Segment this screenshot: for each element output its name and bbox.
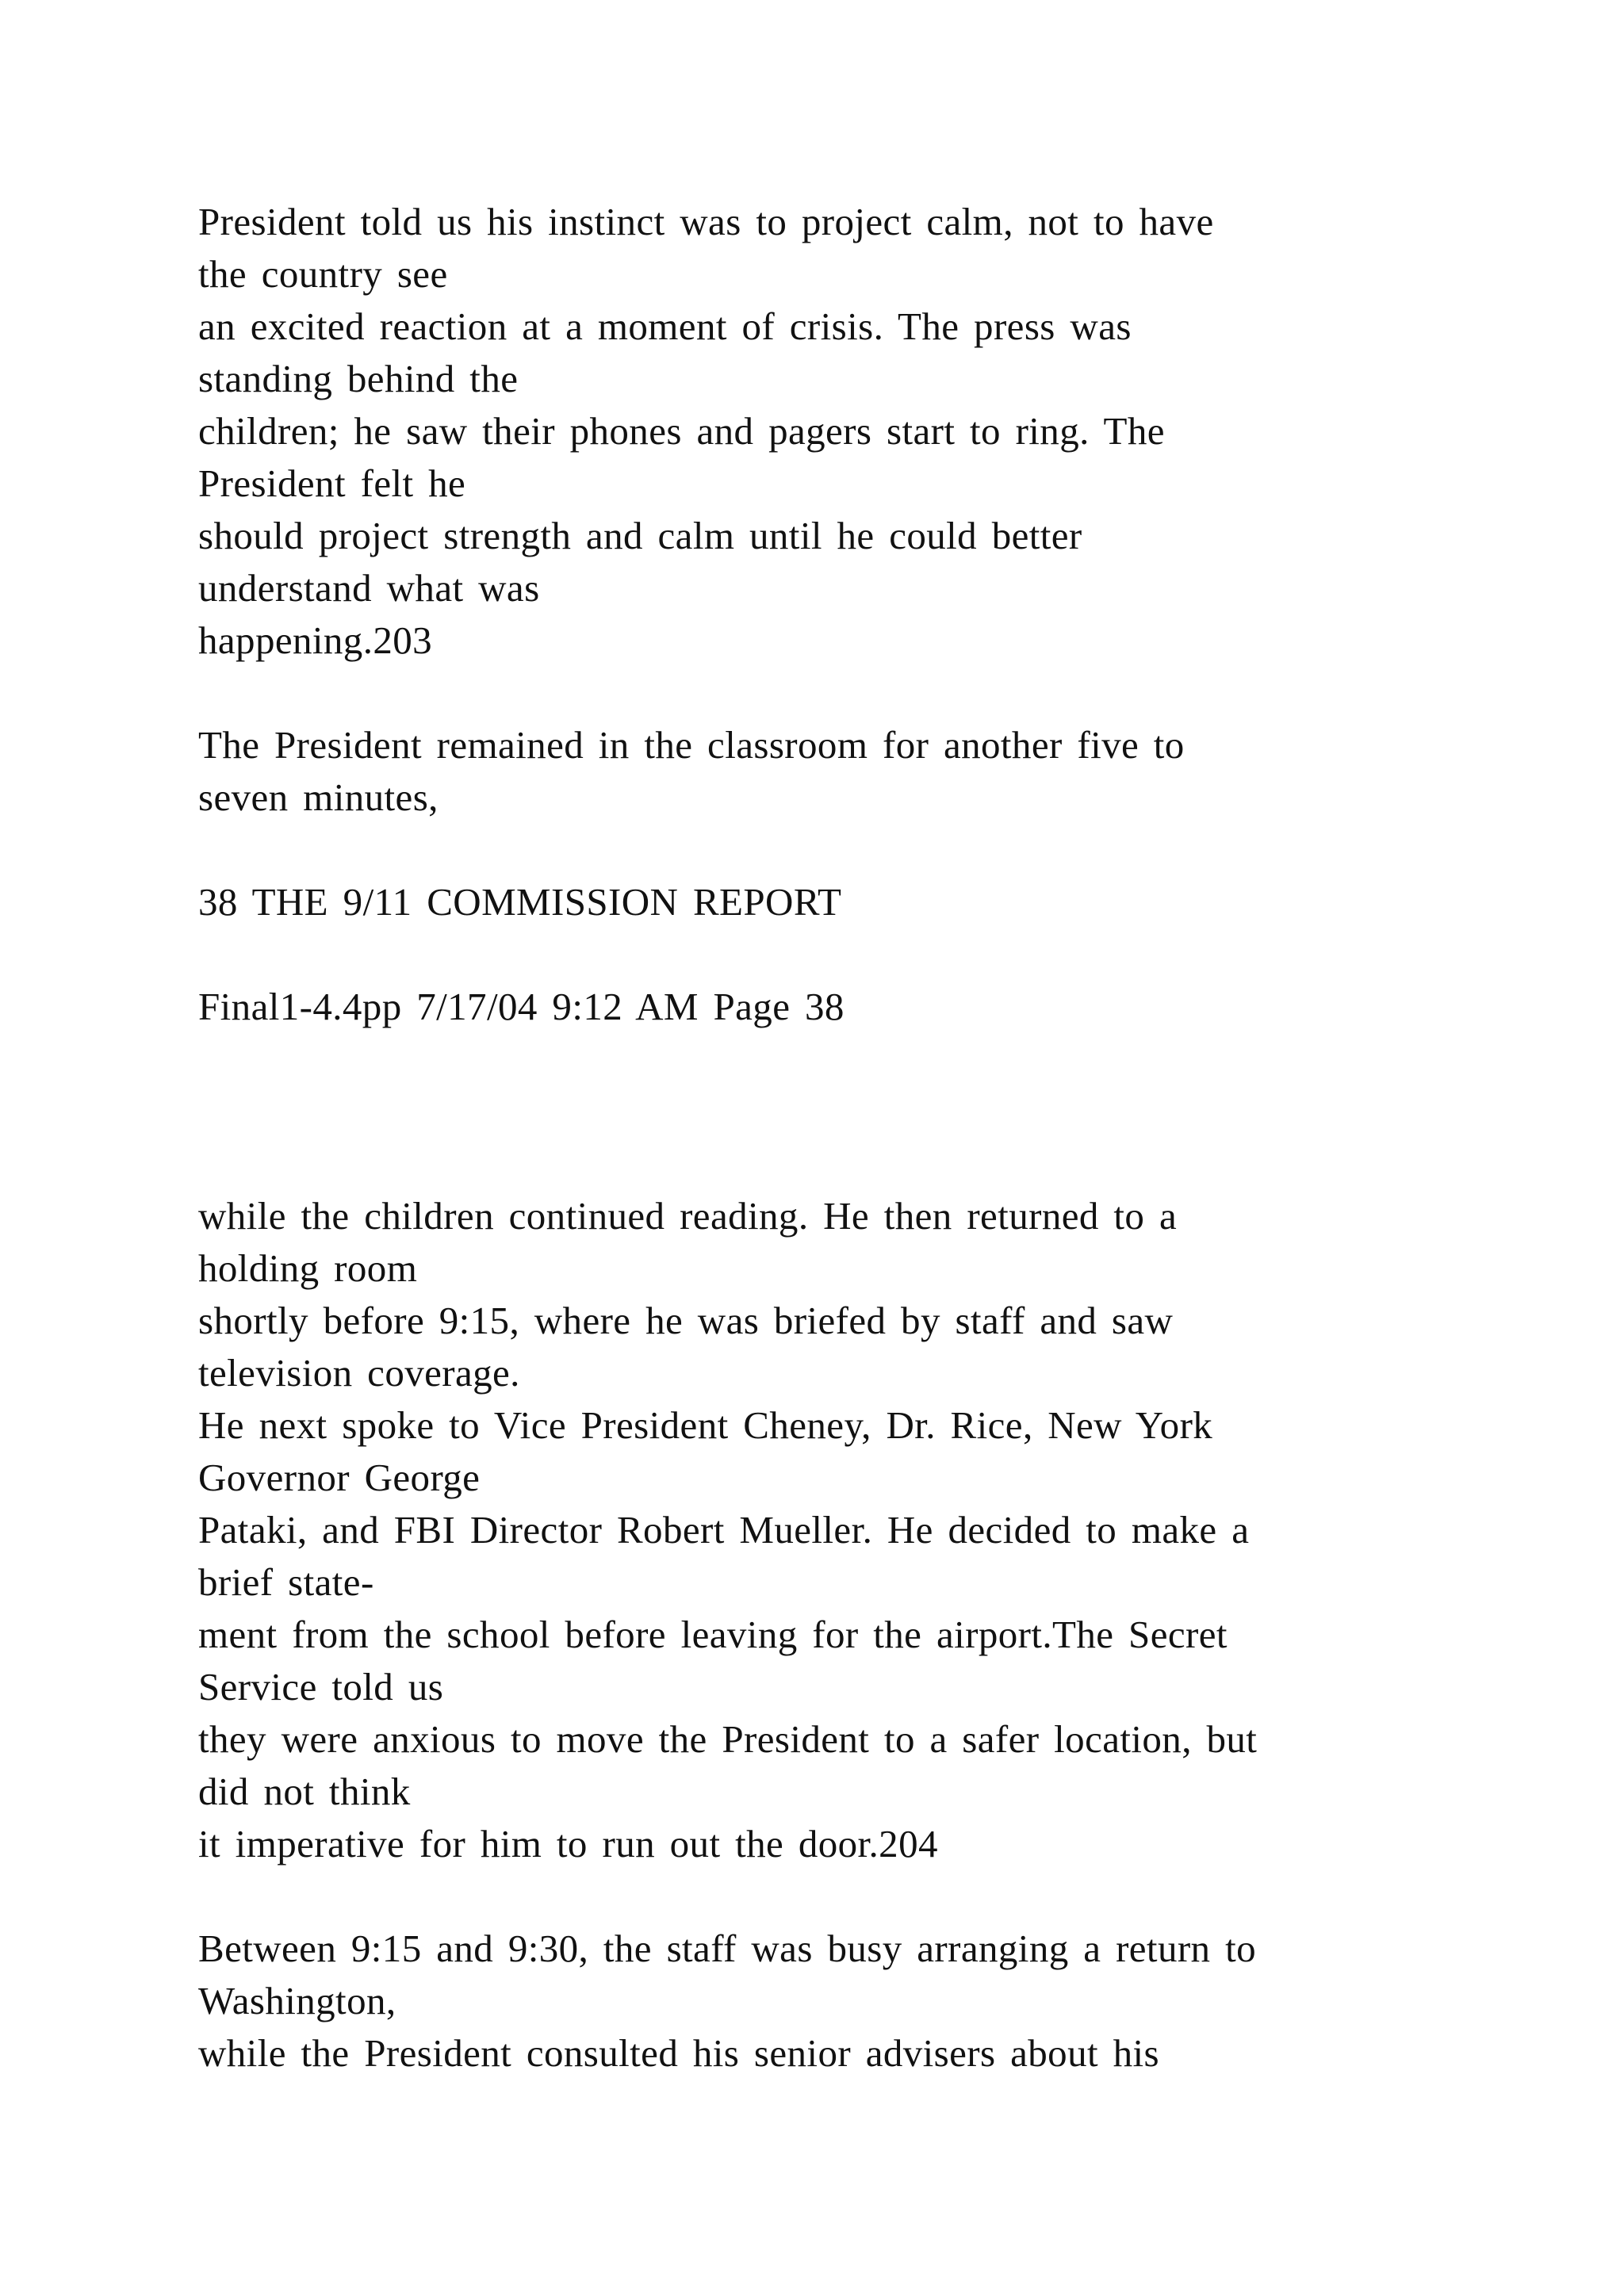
text-line: Service told us [198,1665,444,1709]
text-line: Washington, [198,1979,396,2022]
text-line: President felt he [198,461,466,505]
text-line: Governor George [198,1456,481,1499]
text-line: shortly before 9:15, where he was briefed by staff and saw [198,1299,1174,1342]
text-line: seven minutes, [198,775,439,819]
text-line: the country see [198,252,448,296]
file-stamp: Final1-4.4pp 7/17/04 9:12 AM Page 38 [198,985,845,1028]
text-line: they were anxious to move the President to a safer location, but [198,1717,1258,1761]
text-line: Pataki, and FBI Director Robert Mueller. He decided to make a [198,1508,1250,1552]
running-footer: 38 THE 9/11 COMMISSION REPORT [198,880,842,924]
text-line: brief state- [198,1560,374,1604]
text-line: while the children continued reading. He then returned to a [198,1194,1178,1238]
text-line: happening.203 [198,618,433,662]
text-line: an excited reaction at a moment of crisis. The press was [198,304,1132,348]
text-line: it imperative for him to run out the door.204 [198,1822,938,1866]
text-line: ment from the school before leaving for the airport.The Secret [198,1613,1228,1656]
text-line: President told us his instinct was to project calm, not to have [198,200,1214,243]
text-line: should project strength and calm until he could better [198,514,1082,557]
text-line: television coverage. [198,1351,520,1395]
text-line: He next spoke to Vice President Cheney, Dr. Rice, New York [198,1403,1213,1447]
text-line: standing behind the [198,357,519,400]
text-line: holding room [198,1246,418,1290]
text-line: understand what was [198,566,540,610]
text-line: The President remained in the classroom for another five to [198,723,1185,767]
text-line: Between 9:15 and 9:30, the staff was busy arranging a return to [198,1927,1257,1970]
text-line: did not think [198,1770,411,1813]
text-line: while the President consulted his senior advisers about his [198,2031,1160,2075]
text-line: children; he saw their phones and pagers start to ring. The [198,409,1165,453]
